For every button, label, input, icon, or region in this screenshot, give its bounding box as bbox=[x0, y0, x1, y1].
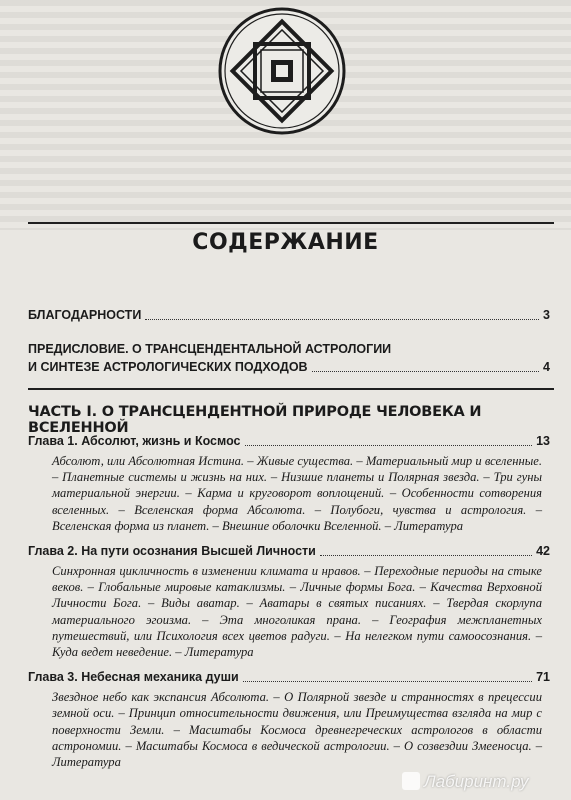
leader-dots bbox=[245, 445, 533, 446]
chapter-page-number: 71 bbox=[536, 670, 550, 685]
toc-entry-preface-line1[interactable]: ПРЕДИСЛОВИЕ. О ТРАНСЦЕНДЕНТАЛЬНОЙ АСТРОЛОГИИ bbox=[28, 342, 392, 356]
chapter-summary: Абсолют, или Абсолютная Истина. – Живые существа. – Материальный мир и вселенные. – Планетные системы и жизнь на них. – Низшие планеты и Полярная звезда. – Три гуны материальной энергии. – Карма и круговорот воплощений. – Особенности сотворения вселенных. – Вселенская форма Абсолюта. – Полубоги, чувства и астрология. – Вселенская форма из планет. – Внешние оболочки Вселенной. – Литература bbox=[52, 454, 542, 533]
part-title: ЧАСТЬ I. О ТРАНСЦЕНДЕНТНОЙ ПРИРОДЕ ЧЕЛОВЕКА И ВСЕЛЕННОЙ bbox=[28, 404, 482, 436]
front-matter-list bbox=[28, 306, 550, 376]
ornament-emblem-icon bbox=[217, 6, 347, 136]
chapter-list bbox=[28, 432, 550, 778]
page-title: СОДЕРЖАНИЕ bbox=[192, 230, 379, 255]
leader-dots bbox=[312, 371, 539, 372]
watermark-text: Лабиринт.ру bbox=[424, 772, 529, 791]
leader-dots bbox=[320, 555, 532, 556]
toc-entry-title: БЛАГОДАРНОСТИ bbox=[28, 308, 142, 322]
toc-page-number: 3 bbox=[543, 308, 550, 322]
toc-page-number: 4 bbox=[543, 360, 550, 374]
toc-entry-acknowledgements[interactable] bbox=[28, 306, 550, 324]
chapter-summary: Синхронная цикличность в изменении климата и нравов. – Переходные периоды на стыке веков. – Глобальные мировые катаклизмы. – Личные формы Бога. – Качества Верховной Личности Бога. – Виды аватар. – Аватары в святых писаниях. – Твердая скорлупа материального эгоизма. – Эта многоликая прана. – География межпланетных путешествий, или Психология всех цветов радуги. – На нелегком пути самоосознания. – Куда ведет неведение. – Литература bbox=[52, 564, 542, 660]
top-rule bbox=[28, 222, 554, 224]
chapter-summary: Звездное небо как экспансия Абсолюта. – О Полярной звезде и странностях в прецессии земной оси. – Принцип относительности движения, или Преимущества взгляда на мир с поверхности Земли. – Масштабы Космоса древнегреческих астрологов в области астрономии. – Масштабы Космоса в ведической астрологии. – О созвездии Змееносца. – Литература bbox=[52, 690, 542, 770]
chapter-title: Глава 2. На пути осознания Высшей Личности bbox=[28, 544, 316, 559]
chapter-title: Глава 1. Абсолют, жизнь и Космос bbox=[28, 434, 241, 448]
chapter-title: Глава 3. Небесная механика души bbox=[28, 670, 239, 685]
toc-entry-chapter-1[interactable] bbox=[28, 432, 550, 450]
leader-dots bbox=[145, 319, 539, 320]
toc-entry-chapter-3[interactable] bbox=[28, 668, 550, 686]
toc-entry-title: И СИНТЕЗЕ АСТРОЛОГИЧЕСКИХ ПОДХОДОВ bbox=[28, 360, 308, 374]
watermark bbox=[402, 772, 528, 792]
toc-entry-preface[interactable] bbox=[28, 358, 550, 376]
toc-entry-chapter-2[interactable] bbox=[28, 542, 550, 560]
mid-rule bbox=[28, 388, 554, 390]
chapter-page-number: 13 bbox=[536, 434, 550, 448]
chapter-page-number: 42 bbox=[536, 544, 550, 559]
leader-dots bbox=[243, 681, 532, 682]
labirint-logo-icon bbox=[402, 772, 420, 790]
